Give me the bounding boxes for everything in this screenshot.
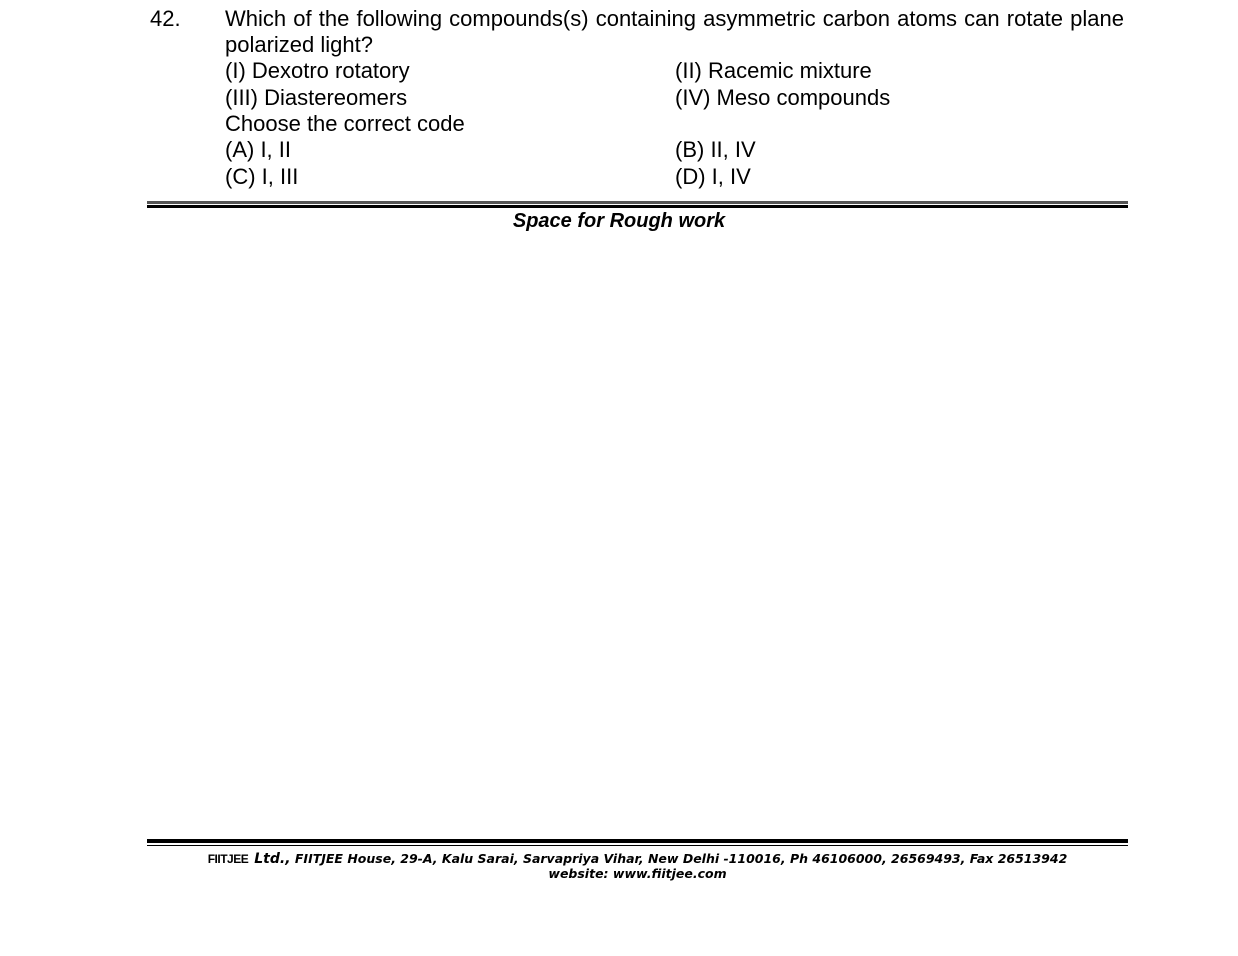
footer-ltd: Ltd., (254, 851, 291, 867)
statement-iv: (IV) Meso compounds (675, 85, 891, 110)
option-b: (B) II, IV (675, 137, 756, 162)
statement-iii: (III) Diastereomers (225, 85, 408, 110)
footer-website: website: www.fiitjee.com (548, 866, 727, 881)
footer-thin-rule (147, 845, 1128, 846)
divider-upper-bar (147, 201, 1128, 204)
rough-work-area (147, 236, 1128, 834)
question-text: Which of the following compounds(s) containing asymmetric carbon atoms can rotate plane polarized light? (225, 6, 1124, 57)
footer-address: FIITJEE House, 29-A, Kalu Sarai, Sarvapriya Vihar, New Delhi -110016, Ph 46106000, 26569493, Fax 26513942 (294, 851, 1068, 866)
footer-brand: FIITJEE (207, 852, 249, 866)
option-row-2 (225, 164, 1124, 190)
statement-ii: (II) Racemic mixture (675, 58, 872, 83)
divider-lower-bar (147, 205, 1128, 208)
option-row-1 (225, 137, 1124, 163)
rough-work-title: Space for Rough work (512, 210, 726, 232)
footer-address-line (147, 851, 1128, 867)
statement-i: (I) Dexotro rotatory (225, 58, 410, 83)
question-number: 42. (150, 6, 181, 31)
option-d: (D) I, IV (675, 164, 751, 189)
option-c: (C) I, III (225, 164, 299, 189)
option-a: (A) I, II (225, 137, 291, 162)
footer-thick-rule (147, 839, 1128, 843)
statement-row-2 (225, 85, 1124, 111)
instruction-text: Choose the correct code (225, 111, 465, 136)
statement-row-1 (225, 58, 1124, 84)
